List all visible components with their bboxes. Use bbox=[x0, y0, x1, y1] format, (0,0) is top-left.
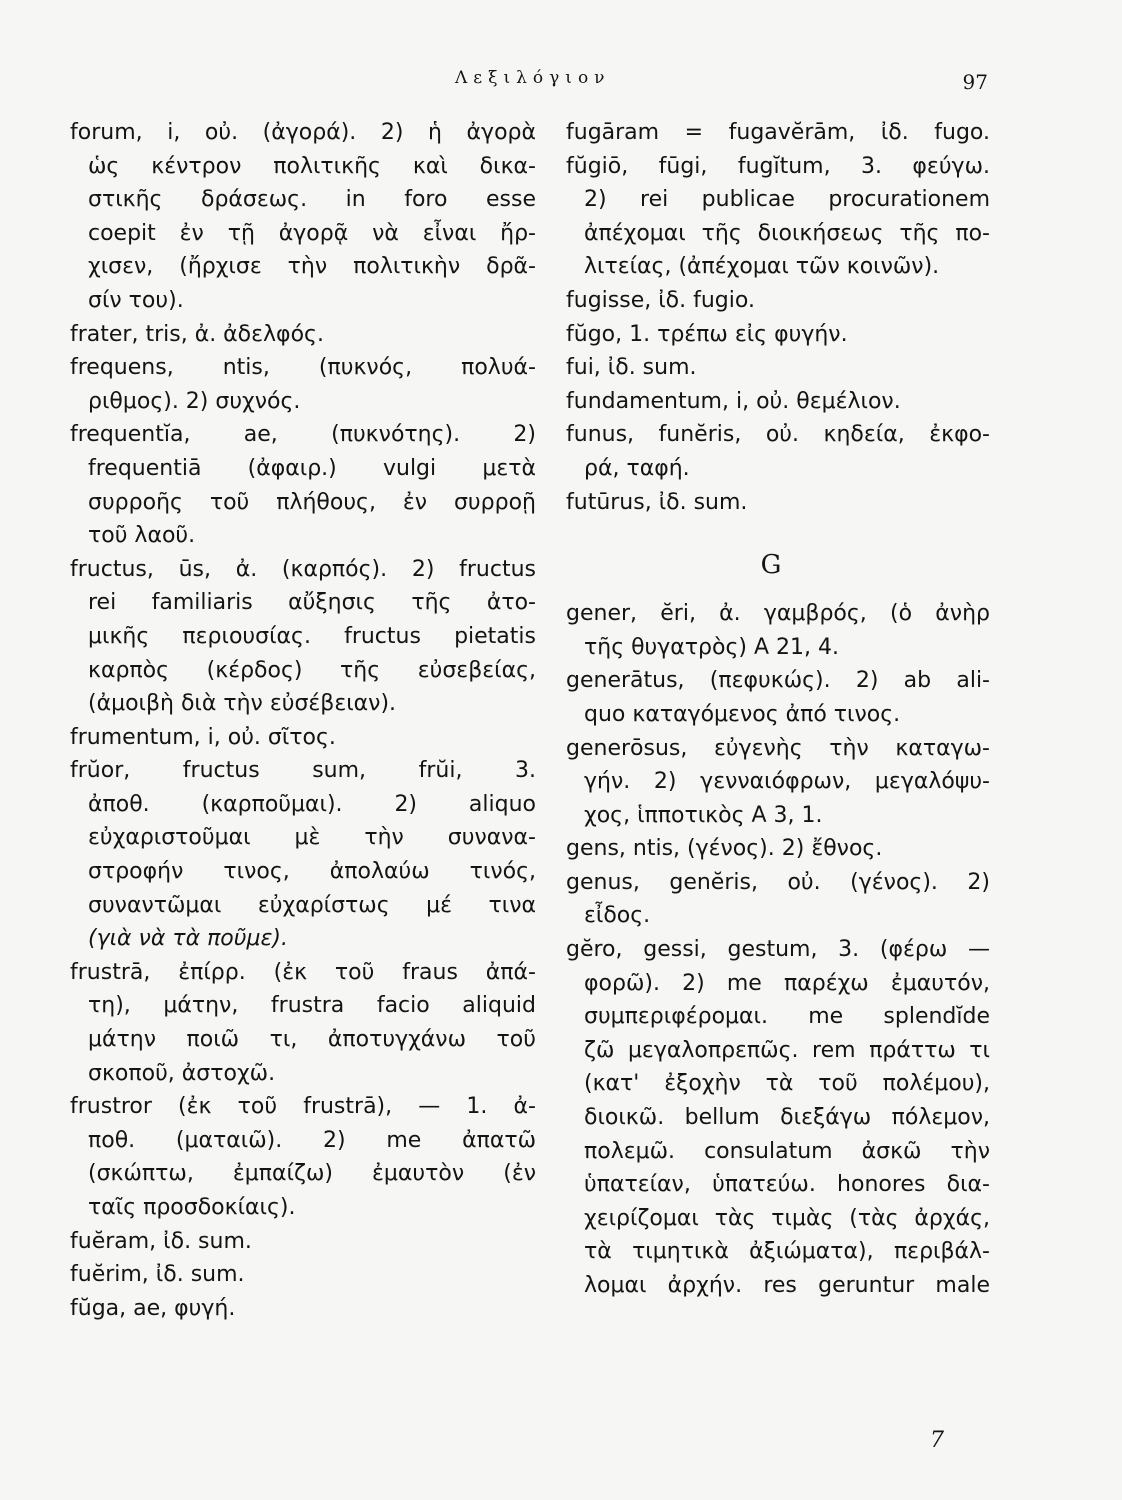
running-head: Λεξιλόγιον bbox=[455, 68, 611, 88]
text-line: μάτην ποιῶ τι, ἀποτυγχάνω τοῦ bbox=[88, 1027, 536, 1053]
signature-mark: 7 bbox=[930, 1428, 944, 1453]
text-line: χος, ἱπποτικὸς Α 3, 1. bbox=[584, 802, 823, 828]
text-line: genus, genĕris, οὐ. (γένος). 2) bbox=[566, 869, 990, 895]
text-line: fŭgo, 1. τρέπω εἰς φυγήν. bbox=[566, 321, 848, 347]
text-line: τὰ τιμητικὰ ἀξιώματα), περιβάλ- bbox=[584, 1239, 990, 1265]
text-line: τοῦ λαοῦ. bbox=[88, 523, 196, 549]
text-line: ὑπατείαν, ὑπατεύω. honores δια- bbox=[584, 1172, 990, 1198]
text-line: ὡς κέντρον πολιτικῆς καὶ δικα- bbox=[88, 153, 536, 179]
text-line: καρπὸς (κέρδος) τῆς εὐσεβείας, bbox=[88, 657, 536, 683]
text-line: fugāram = fugavĕrām, ἰδ. fugo. bbox=[566, 120, 990, 145]
text-line: ρά, ταφή. bbox=[584, 455, 690, 481]
text-line: πολεμῶ. consulatum ἀσκῶ τὴν bbox=[584, 1138, 990, 1164]
text-line: fŭgiō, fūgi, fugĭtum, 3. φεύγω. bbox=[566, 153, 990, 179]
letter-heading: G bbox=[760, 550, 782, 581]
text-line: (σκώπτω, ἐμπαίζω) ἐμαυτὸν (ἐν bbox=[88, 1161, 536, 1187]
section-gap bbox=[566, 583, 990, 597]
text-line: gens, ntis, (γένος). 2) ἔθνος. bbox=[566, 836, 883, 862]
text-line: 2) rei publicae procurationem bbox=[584, 187, 990, 213]
text-line: ἀποθ. (καρποῦμαι). 2) aliquo bbox=[88, 791, 536, 817]
text-line: γήν. 2) γενναιόφρων, μεγαλόψυ- bbox=[584, 769, 990, 795]
text-line: διοικῶ. bellum διεξάγω πόλεμον, bbox=[584, 1105, 990, 1131]
left-column bbox=[70, 116, 536, 1325]
text-line: fugisse, ἰδ. fugio. bbox=[566, 287, 755, 313]
text-line: fuĕram, ἰδ. sum. bbox=[70, 1228, 252, 1254]
text-line: (γιὰ νὰ τὰ ποῦμε). bbox=[88, 926, 288, 952]
text-line: frustror (ἐκ τοῦ frustrā), — 1. ἀ- bbox=[70, 1094, 536, 1120]
text-line: ζῶ μεγαλοπρεπῶς. rem πράττω τι bbox=[584, 1037, 990, 1063]
text-line: εὐχαριστοῦμαι μὲ τὴν συνανα- bbox=[88, 825, 536, 851]
text-line: σκοποῦ, ἀστοχῶ. bbox=[88, 1060, 276, 1086]
text-line: ταῖς προσδοκίαις). bbox=[88, 1195, 296, 1220]
text-line: frŭor, fructus sum, frŭi, 3. bbox=[70, 758, 536, 784]
text-line: συναντῶμαι εὐχαρίστως μέ τινα bbox=[88, 892, 536, 918]
text-line: τῆς θυγατρὸς) Α 21, 4. bbox=[584, 634, 839, 660]
text-line: σίν του). bbox=[88, 287, 184, 313]
text-line: fŭga, ae, φυγή. bbox=[70, 1295, 236, 1321]
text-line: (κατ' ἐξοχὴν τὰ τοῦ πολέμου), bbox=[584, 1071, 990, 1097]
text-line: quo καταγόμενος ἀπό τινος. bbox=[584, 701, 901, 727]
section-gap bbox=[566, 519, 990, 547]
text-line: frequens, ntis, (πυκνός, πολυά- bbox=[70, 355, 536, 381]
text-line: ἀπέχομαι τῆς διοικήσεως τῆς πο- bbox=[584, 220, 990, 246]
text-line: frumentum, i, οὐ. σῖτος. bbox=[70, 724, 336, 750]
text-line: τη), μάτην, frustra facio aliquid bbox=[88, 993, 536, 1019]
text-line: συμπεριφέρομαι. me splendĭde bbox=[584, 1004, 990, 1030]
text-line: frater, tris, ἀ. ἀδελφός. bbox=[70, 321, 324, 347]
text-line: ποθ. (ματαιῶ). 2) me ἀπατῶ bbox=[88, 1127, 536, 1153]
text-line: (ἀμοιβὴ διὰ τὴν εὐσέβειαν). bbox=[88, 691, 397, 717]
text-line: ριθμος). 2) συχνός. bbox=[88, 388, 301, 414]
text-line: gener, ĕri, ἀ. γαμβρός, (ὁ ἀνὴρ bbox=[566, 601, 990, 627]
text-line: χισεν, (ἤρχισε τὴν πολιτικὴν δρᾶ- bbox=[88, 254, 536, 280]
text-line: generōsus, εὐγενὴς τὴν καταγω- bbox=[566, 735, 990, 761]
text-line: στικῆς δράσεως. in foro esse bbox=[88, 187, 536, 213]
text-line: frequentĭa, ae, (πυκνότης). 2) bbox=[70, 422, 536, 448]
text-line: funus, funĕris, οὐ. κηδεία, ἐκφο- bbox=[566, 422, 990, 448]
text-line: fuĕrim, ἰδ. sum. bbox=[70, 1262, 245, 1288]
text-line: fructus, ūs, ἀ. (καρπός). 2) fructus bbox=[70, 556, 536, 582]
text-line: rei familiaris αὔξησις τῆς ἀτο- bbox=[88, 590, 536, 616]
text-line: fundamentum, i, οὐ. θεμέλιον. bbox=[566, 388, 901, 414]
page-number: 97 bbox=[962, 70, 988, 94]
text-line: φορῶ). 2) me παρέχω ἐμαυτόν, bbox=[584, 970, 990, 996]
right-column bbox=[566, 116, 990, 1303]
text-line: generātus, (πεφυκώς). 2) ab ali- bbox=[566, 668, 990, 694]
text-line: στροφήν τινος, ἀπολαύω τινός, bbox=[88, 859, 536, 885]
text-line: λομαι ἀρχήν. res geruntur male bbox=[584, 1273, 990, 1298]
text-line: συρροῆς τοῦ πλήθους, ἐν συρροῇ bbox=[88, 489, 536, 515]
text-line: εἶδος. bbox=[584, 903, 651, 929]
text-line: λιτείας, (ἀπέχομαι τῶν κοινῶν). bbox=[584, 254, 940, 280]
text-line: fui, ἰδ. sum. bbox=[566, 355, 697, 381]
text-line: futūrus, ἰδ. sum. bbox=[566, 489, 748, 515]
text-line: coepit ἐν τῇ ἀγορᾷ νὰ εἶναι ἤρ- bbox=[88, 220, 536, 246]
text-line: frustrā, ἐπίρρ. (ἐκ τοῦ fraus ἀπά- bbox=[70, 959, 536, 985]
text-line: frequentiā (ἀφαιρ.) vulgi μετὰ bbox=[88, 455, 536, 481]
text-line: forum, i, οὐ. (ἀγορά). 2) ἡ ἀγορὰ bbox=[70, 120, 536, 145]
text-line: χειρίζομαι τὰς τιμὰς (τὰς ἀρχάς, bbox=[584, 1205, 990, 1231]
text-line: gĕro, gessi, gestum, 3. (φέρω — bbox=[566, 937, 990, 963]
text-line: μικῆς περιουσίας. fructus pietatis bbox=[88, 623, 536, 649]
